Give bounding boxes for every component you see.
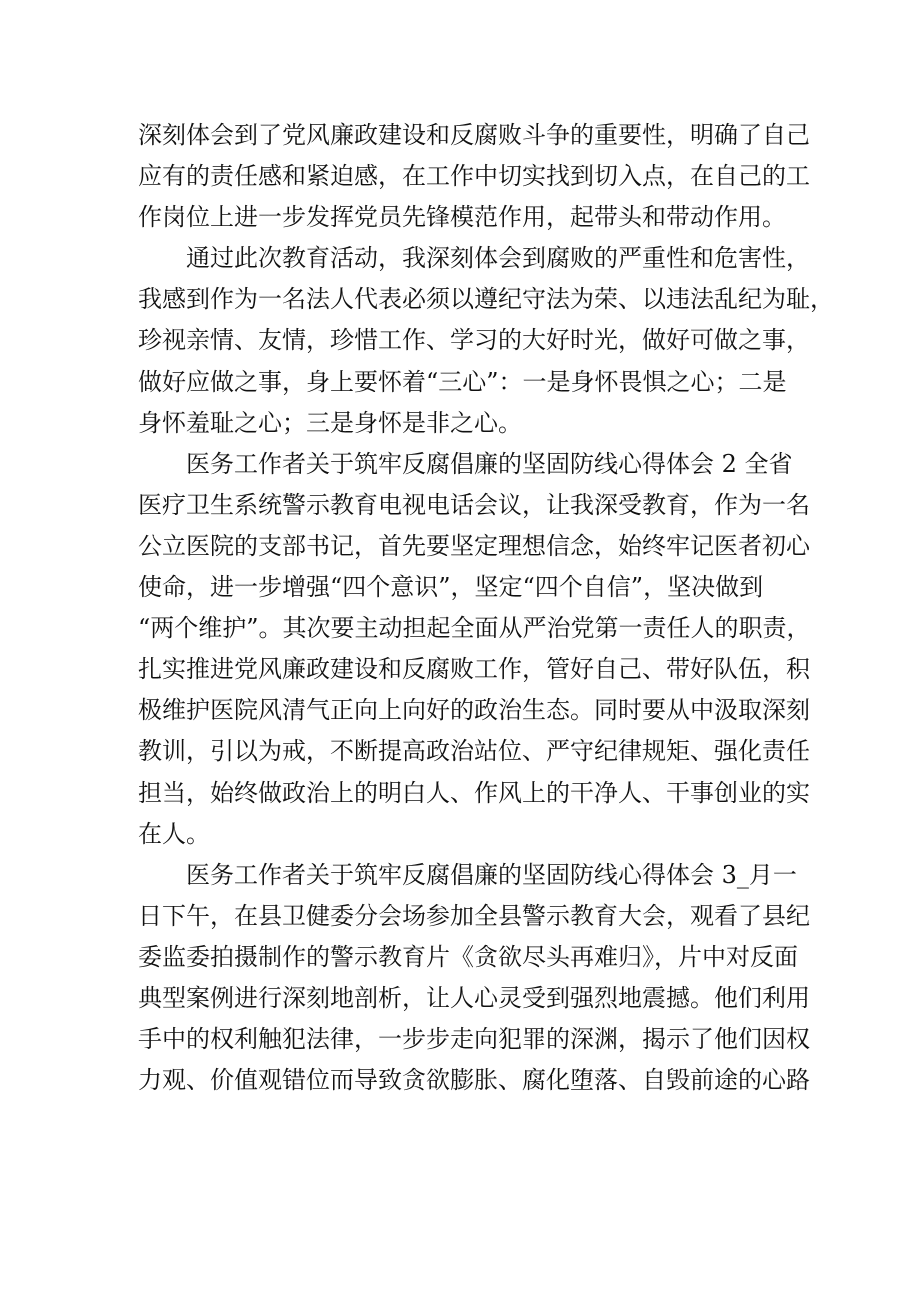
text-line: 身怀羞耻之心；三是身怀是非之心。 bbox=[138, 408, 522, 437]
text-line: 典型案例进行深刻地剖析，让人心灵受到强烈地震撼。他们利用 bbox=[138, 983, 810, 1012]
text-line: 应有的责任感和紧迫感，在工作中切实找到切入点，在自己的工 bbox=[138, 162, 810, 191]
text-line: 做好应做之事，身上要怀着“三心”：一是身怀畏惧之心；二是 bbox=[138, 367, 787, 396]
text-line: 公立医院的支部书记，首先要坚定理想信念，始终牢记医者初心 bbox=[138, 531, 810, 560]
text-line: 深刻体会到了党风廉政建设和反腐败斗争的重要性，明确了自己 bbox=[138, 121, 810, 149]
document-body bbox=[138, 115, 834, 1101]
text-line: 作岗位上进一步发挥党员先锋模范作用，起带头和带动作用。 bbox=[138, 203, 786, 232]
text-line: 教训，引以为戒，不断提高政治站位、严守纪律规矩、强化责任 bbox=[138, 737, 810, 766]
text-line: 珍视亲情、友情，珍惜工作、学习的大好时光，做好可做之事， bbox=[138, 326, 810, 355]
text-line: 力观、价值观错位而导致贪欲膨胀、腐化堕落、自毁前途的心路 bbox=[138, 1066, 810, 1095]
text-line: 担当，始终做政治上的明白人、作风上的干净人、干事创业的实 bbox=[138, 778, 810, 807]
text-line: 在人。 bbox=[138, 819, 210, 848]
paragraph-start-line: 医务工作者关于筑牢反腐倡廉的坚固防线心得体会 2 全省 bbox=[186, 449, 793, 478]
text-line: 极维护医院风清气正向上向好的政治生态。同时要从中汲取深刻 bbox=[138, 696, 810, 725]
text-line: 扎实推进党风廉政建设和反腐败工作，管好自己、带好队伍，积 bbox=[138, 655, 810, 684]
paragraph-start-line: 医务工作者关于筑牢反腐倡廉的坚固防线心得体会 3_月一 bbox=[186, 860, 797, 889]
text-line: 手中的权利触犯法律，一步步走向犯罪的深渊，揭示了他们因权 bbox=[138, 1025, 810, 1054]
text-line: 使命，进一步增强“四个意识”，坚定“四个自信”，坚决做到 bbox=[138, 573, 764, 602]
text-line: 委监委拍摄制作的警示教育片《贪欲尽头再难归》，片中对反面 bbox=[138, 942, 798, 971]
text-line: 我感到作为一名法人代表必须以遵纪守法为荣、以违法乱纪为耻， bbox=[138, 285, 834, 314]
paragraph-start-line: 通过此次教育活动，我深刻体会到腐败的严重性和危害性， bbox=[186, 244, 810, 273]
text-line: 医疗卫生系统警示教育电视电话会议，让我深受教育，作为一名 bbox=[138, 490, 810, 519]
text-line: 日下午，在县卫健委分会场参加全县警示教育大会，观看了县纪 bbox=[138, 901, 810, 930]
text-line: “两个维护”。其次要主动担起全面从严治党第一责任人的职责， bbox=[138, 614, 811, 643]
